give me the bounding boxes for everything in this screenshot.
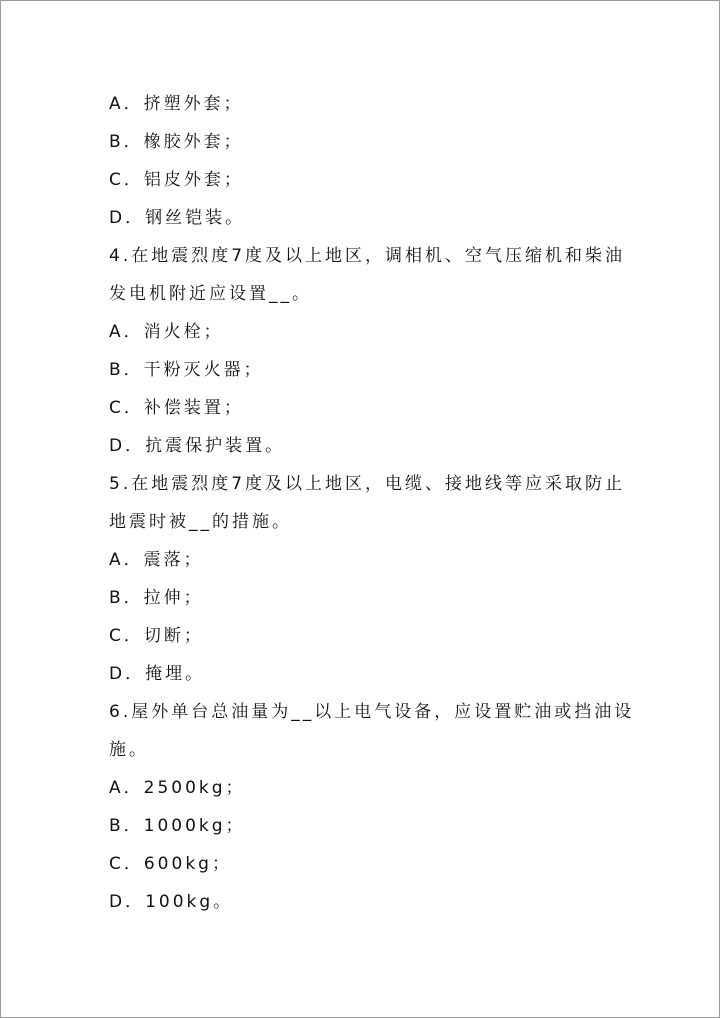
question-line: 发电机附近应设置__。: [109, 284, 312, 304]
option-line: B．干粉灭火器；: [109, 360, 264, 380]
option-line: C．600kg；: [109, 854, 232, 874]
option-line: A．消火栓；: [109, 322, 224, 342]
question-line: 4.在地震烈度7度及以上地区，调相机、空气压缩机和柴油: [109, 246, 626, 266]
question-line: 6.屋外单台总油量为__以上电气设备，应设置贮油或挡油设: [109, 702, 635, 722]
document-body: [109, 85, 635, 921]
option-line: B．橡胶外套；: [109, 132, 244, 152]
option-line: D．钢丝铠装。: [109, 208, 246, 228]
option-line: C．补偿装置；: [109, 398, 244, 418]
option-line: A．挤塑外套；: [109, 94, 244, 114]
question-line: 地震时被__的措施。: [109, 512, 292, 532]
option-line: A．震落；: [109, 550, 204, 570]
option-line: B．拉伸；: [109, 588, 204, 608]
question-line: 5.在地震烈度7度及以上地区，电缆、接地线等应采取防止: [109, 474, 626, 494]
option-line: B．1000kg；: [109, 816, 246, 836]
option-line: C．切断；: [109, 626, 204, 646]
option-line: C．铝皮外套；: [109, 170, 244, 190]
option-line: A．2500kg；: [109, 778, 246, 798]
option-line: D．抗震保护装置。: [109, 436, 286, 456]
option-line: D．100kg。: [109, 892, 234, 912]
question-line: 施。: [109, 740, 149, 760]
option-line: D．掩埋。: [109, 664, 206, 684]
